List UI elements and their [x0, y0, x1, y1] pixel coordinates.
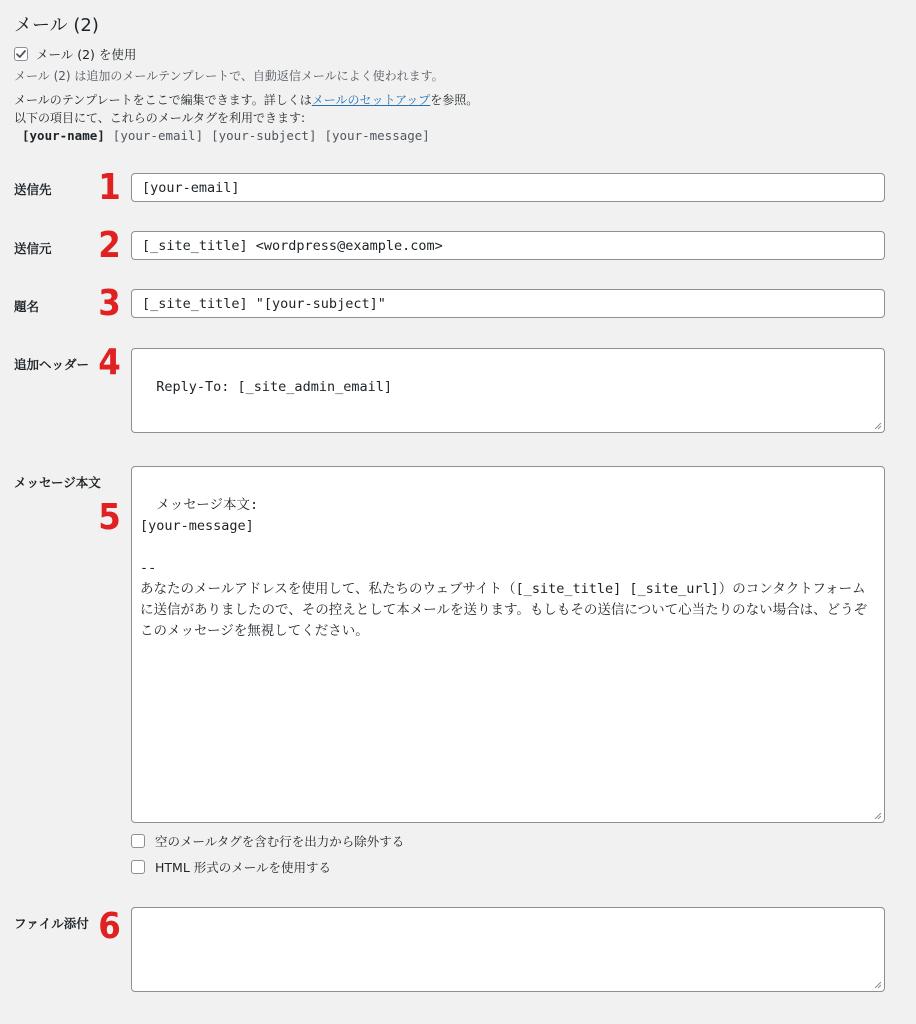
- mail-tags-intro: 以下の項目にて、これらのメールタグを利用できます:: [14, 111, 306, 125]
- template-help-suffix: を参照。: [430, 93, 479, 107]
- subject-label: 題名: [14, 299, 40, 314]
- use-html-row[interactable]: [131, 858, 331, 876]
- annotation-number-5: 5: [98, 497, 121, 538]
- from-label: 送信元: [14, 241, 52, 256]
- mail-tag: [your-email]: [112, 128, 204, 143]
- resize-grip-icon[interactable]: [874, 422, 882, 430]
- mail-tag: [your-message]: [324, 128, 430, 143]
- additional-headers-textarea[interactable]: [131, 348, 885, 433]
- annotation-number-6: 6: [98, 906, 121, 947]
- subject-input[interactable]: [_site_title] "[your-subject]": [131, 289, 885, 318]
- additional-headers-label: 追加ヘッダー: [14, 357, 90, 372]
- mail-tag: [your-name]: [22, 128, 105, 143]
- use-html-checkbox[interactable]: [131, 860, 145, 874]
- annotation-number-2: 2: [98, 225, 121, 266]
- mail-setup-link[interactable]: メールのセットアップ: [311, 93, 431, 107]
- template-help-text: [14, 91, 478, 108]
- exclude-blank-label: 空のメールタグを含む行を出力から除外する: [155, 834, 405, 849]
- from-input[interactable]: [_site_title] <wordpress@example.com>: [131, 231, 885, 260]
- message-body-value: メッセージ本文: [your-message] -- あなたのメールアドレスを使用して、私たちのウェブサイト（[_site_title] [_site_url]）のコンタクトフォームに送信がありましたので、その控えとして本メールを送ります。もしもその送信について心当たりのない場合は、どうぞこのメッセージを無視してください。: [140, 497, 868, 639]
- use-html-label: HTML 形式のメールを使用する: [155, 860, 332, 875]
- additional-headers-value: Reply-To: [_site_admin_email]: [156, 379, 392, 395]
- resize-grip-icon[interactable]: [874, 812, 882, 820]
- use-mail2-label: メール (2) を使用: [36, 47, 137, 62]
- message-body-textarea[interactable]: [131, 466, 885, 823]
- mail-tag: [your-subject]: [211, 128, 317, 143]
- checkmark-icon: [15, 48, 27, 60]
- exclude-blank-checkbox[interactable]: [131, 834, 145, 848]
- message-body-label: メッセージ本文: [14, 475, 101, 490]
- attachments-textarea[interactable]: [131, 907, 885, 992]
- resize-grip-icon[interactable]: [874, 981, 882, 989]
- template-help-prefix: メールのテンプレートをここで編集できます。詳しくは: [14, 93, 312, 107]
- use-mail2-checkbox[interactable]: [14, 47, 28, 61]
- section-title: メール (2): [14, 15, 99, 36]
- annotation-number-1: 1: [98, 167, 121, 208]
- annotation-number-3: 3: [98, 283, 121, 324]
- use-mail2-row[interactable]: [14, 45, 136, 63]
- to-input[interactable]: [your-email]: [131, 173, 885, 202]
- exclude-blank-row[interactable]: [131, 832, 404, 850]
- to-label: 送信先: [14, 182, 52, 197]
- mail2-description: メール (2) は追加のメールテンプレートで、自動返信メールによく使われます。: [14, 69, 444, 83]
- attachments-label: ファイル添付: [14, 916, 89, 931]
- annotation-number-4: 4: [98, 342, 121, 383]
- mail-tag-list: [22, 128, 430, 143]
